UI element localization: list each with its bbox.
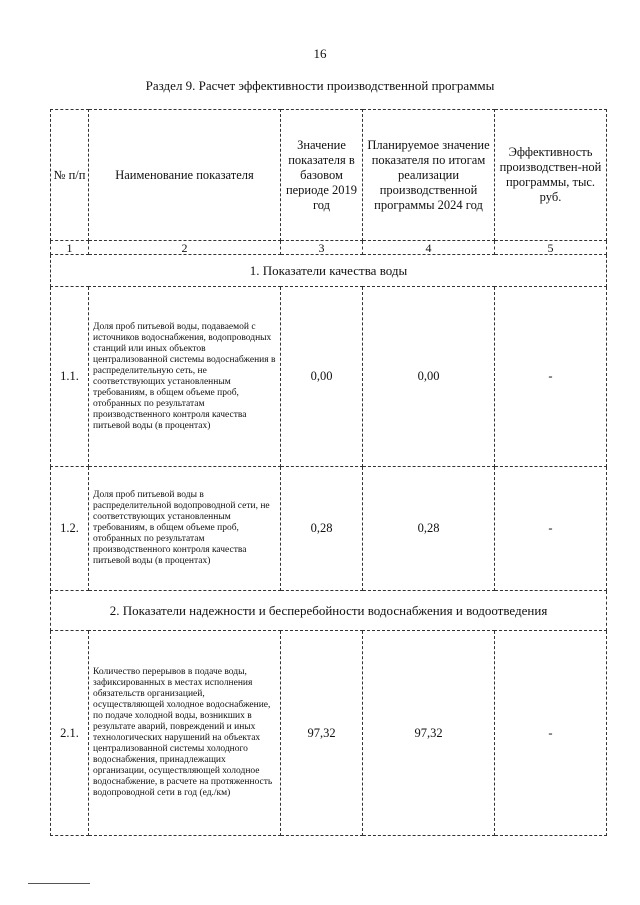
page-number: 16 [313,46,327,61]
group-row [51,591,607,631]
header-number: № п/п [51,110,89,241]
row-number: 1.2. [51,467,89,591]
table-row [51,467,607,591]
column-number-row [51,241,607,255]
table-row [51,631,607,836]
footnote-separator [28,883,90,884]
column-number: 1 [51,241,89,255]
section-title: Раздел 9. Расчет эффективности производственной программы [145,78,495,93]
indicator-name: Доля проб питьевой воды, подаваемой с источников водоснабжения, водопроводных станций или иных объектов централизованной системы водоснабжения в распределительную сеть, не соответствующих установленным требованиям, в общем объеме проб, отобранных по результатам производственного контроля качества питьевой воды (в процентах) [89,287,281,467]
column-number: 5 [495,241,607,255]
row-number: 1.1. [51,287,89,467]
base-value: 97,32 [281,631,363,836]
group-title: 2. Показатели надежности и бесперебойности водоснабжения и водоотведения [51,591,607,631]
column-number: 3 [281,241,363,255]
efficiency-value: - [495,631,607,836]
base-value: 0,00 [281,287,363,467]
header-planned-value: Планируемое значение показателя по итогам реализации производственной программы 2024 год [363,110,495,241]
planned-value: 97,32 [363,631,495,836]
planned-value: 0,00 [363,287,495,467]
header-efficiency: Эффективность производствен-ной программы, тыс. руб. [495,110,607,241]
indicator-name: Количество перерывов в подаче воды, зафиксированных в местах исполнения обязательств организацией, осуществляющей холодное водоснабжение, по подаче холодной воды, возникших в результате аварий, повреждений и иных технологических нарушений на объектах централизованной системы холодного водоснабжения, принадлежащих организации, осуществляющей холодное водоснабжение, в расчете на протяженность водопроводной сети в год (ед./км) [89,631,281,836]
planned-value: 0,28 [363,467,495,591]
efficiency-value: - [495,467,607,591]
column-number: 2 [89,241,281,255]
base-value: 0,28 [281,467,363,591]
group-title: 1. Показатели качества воды [51,255,607,287]
group-row [51,255,607,287]
efficiency-table [50,109,607,836]
row-number: 2.1. [51,631,89,836]
indicator-name: Доля проб питьевой воды в распределительной водопроводной сети, не соответствующих установленным требованиям, в общем объеме проб, отобранных по результатам производственного контроля качества питьевой воды (в процентах) [89,467,281,591]
column-number: 4 [363,241,495,255]
header-row [51,110,607,241]
header-indicator-name: Наименование показателя [89,110,281,241]
efficiency-value: - [495,287,607,467]
table-row [51,287,607,467]
header-base-value: Значение показателя в базовом периоде 2019 год [281,110,363,241]
